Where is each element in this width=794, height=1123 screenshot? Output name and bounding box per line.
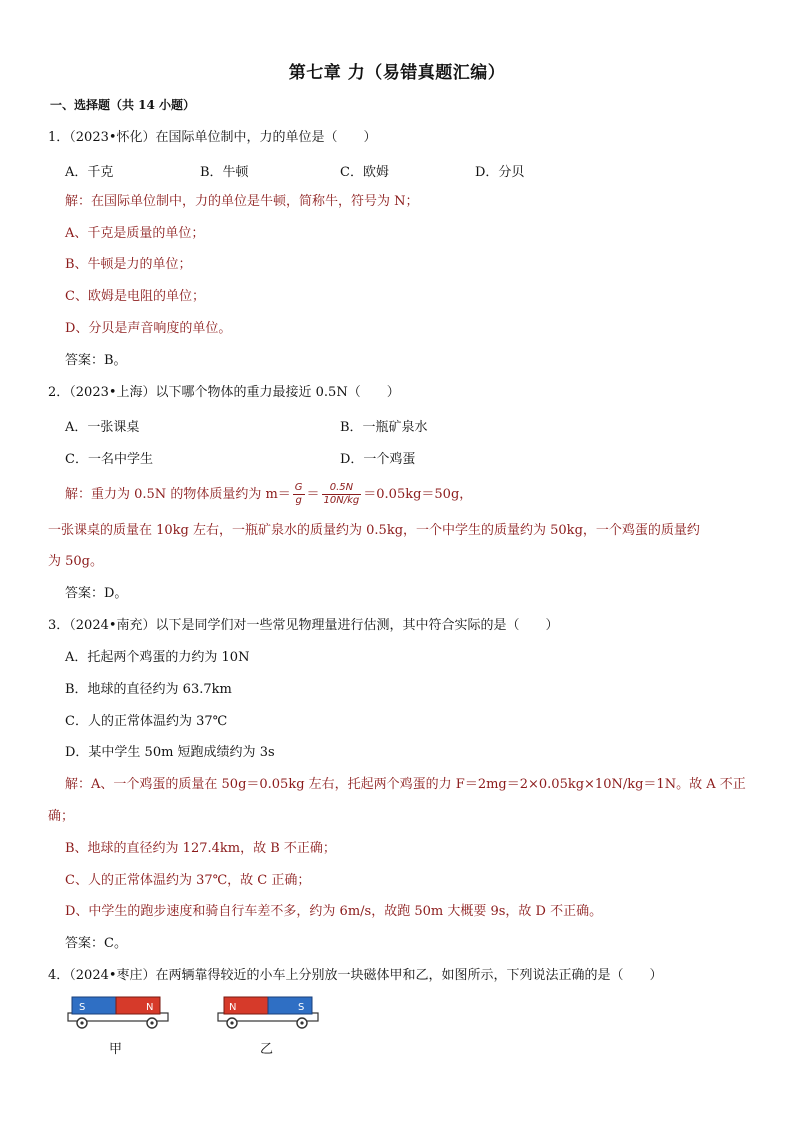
q3-solution-line: C、人的正常体温约为 37℃，故 C 正确； [65, 873, 311, 888]
pole-label: S [298, 1002, 305, 1013]
figure-label-yi: 乙 [260, 1042, 274, 1057]
fraction-weight-over-g [322, 482, 362, 507]
magnet-carts-figure [64, 994, 334, 1030]
q1-answer: 答案：B。 [65, 353, 127, 368]
q3-solution-line: 解：A、一个鸡蛋的质量在 50g＝0.05kg 左右，托起两个鸡蛋的力 F＝2mg＝2×0.05kg×10N/kg＝1N。故 A 不正 [65, 777, 746, 792]
q3-solution-line: 确； [48, 809, 75, 824]
question-2-stem: 2．（2023•上海）以下哪个物体的重力最接近 0.5N（ ） [48, 385, 400, 400]
cart-jia [68, 997, 168, 1028]
q3-option-b: B．地球的直径约为 63.7km [65, 682, 232, 697]
pole-label: N [146, 1002, 154, 1013]
q1-solution-line: A、千克是质量的单位； [65, 226, 205, 241]
q2-solution-suffix: ＝0.05kg＝50g， [363, 487, 473, 502]
q1-option-c: C．欧姆 [340, 165, 389, 180]
q2-option-c: C．一名中学生 [65, 452, 153, 467]
fraction-denominator: 10N/kg [323, 495, 360, 506]
q3-option-c: C．人的正常体温约为 37℃ [65, 714, 228, 729]
q2-answer: 答案：D。 [65, 586, 128, 601]
fraction-denominator: g [295, 495, 302, 506]
q2-option-a: A．一张课桌 [65, 420, 140, 435]
cart-yi [218, 997, 318, 1028]
q3-option-d: D．某中学生 50m 短跑成绩约为 3s [65, 745, 275, 760]
q2-option-d: D．一个鸡蛋 [340, 452, 416, 467]
q1-solution-line: C、欧姆是电阻的单位； [65, 289, 205, 304]
pole-label: N [229, 1002, 237, 1013]
figure-label-jia: 甲 [109, 1042, 123, 1057]
fraction-g-over-g [293, 482, 305, 507]
q1-solution-line: D、分贝是声音响度的单位。 [65, 321, 232, 336]
q2-option-b: B．一瓶矿泉水 [340, 420, 428, 435]
q2-solution-line: 为 50g。 [48, 554, 103, 569]
fraction-numerator: 0.5N [322, 482, 362, 495]
q2-solution-formula: 解：重力为 0.5N 的物体质量约为 m＝ $\frac{G}{g}$ ＝ $\frac{0.5N}{10N/kg}$ ＝0.05kg＝50g， [65, 482, 473, 506]
pole-label: S [79, 1002, 86, 1013]
q2-solution-prefix: 解：重力为 0.5N 的物体质量约为 m＝ [65, 487, 291, 502]
q1-option-b: B．牛顿 [200, 165, 249, 180]
q1-option-d: D．分贝 [475, 165, 525, 180]
page-title: 第七章 力（易错真题汇编） [288, 63, 506, 83]
q3-solution-line: B、地球的直径约为 127.4km，故 B 不正确； [65, 841, 336, 856]
q1-solution-line: B、牛顿是力的单位； [65, 257, 192, 272]
fraction-numerator: G [294, 482, 303, 493]
q3-answer: 答案：C。 [65, 936, 127, 951]
section-heading: 一、选择题（共 14 小题） [50, 98, 196, 112]
q3-solution-line: D、中学生的跑步速度和骑自行车差不多，约为 6m/s，故跑 50m 大概要 9s，故 D 不正确。 [65, 904, 603, 919]
question-4-stem: 4．（2024•枣庄）在两辆靠得较近的小车上分别放一块磁体甲和乙，如图所示，下列说法正确的是（ ） [48, 968, 663, 983]
q1-option-a: A．千克 [65, 165, 114, 180]
question-1-stem: 1．（2023•怀化）在国际单位制中，力的单位是（ ） [48, 130, 377, 145]
q1-solution-line: 解：在国际单位制中，力的单位是牛顿，简称牛，符号为 N； [65, 194, 419, 209]
q3-option-a: A．托起两个鸡蛋的力约为 10N [65, 650, 250, 665]
q2-solution-line: 一张课桌的质量在 10kg 左右，一瓶矿泉水的质量约为 0.5kg，一个中学生的质量约为 50kg，一个鸡蛋的质量约 [48, 523, 700, 538]
question-3-stem: 3．（2024•南充）以下是同学们对一些常见物理量进行估测，其中符合实际的是（ ） [48, 618, 559, 633]
